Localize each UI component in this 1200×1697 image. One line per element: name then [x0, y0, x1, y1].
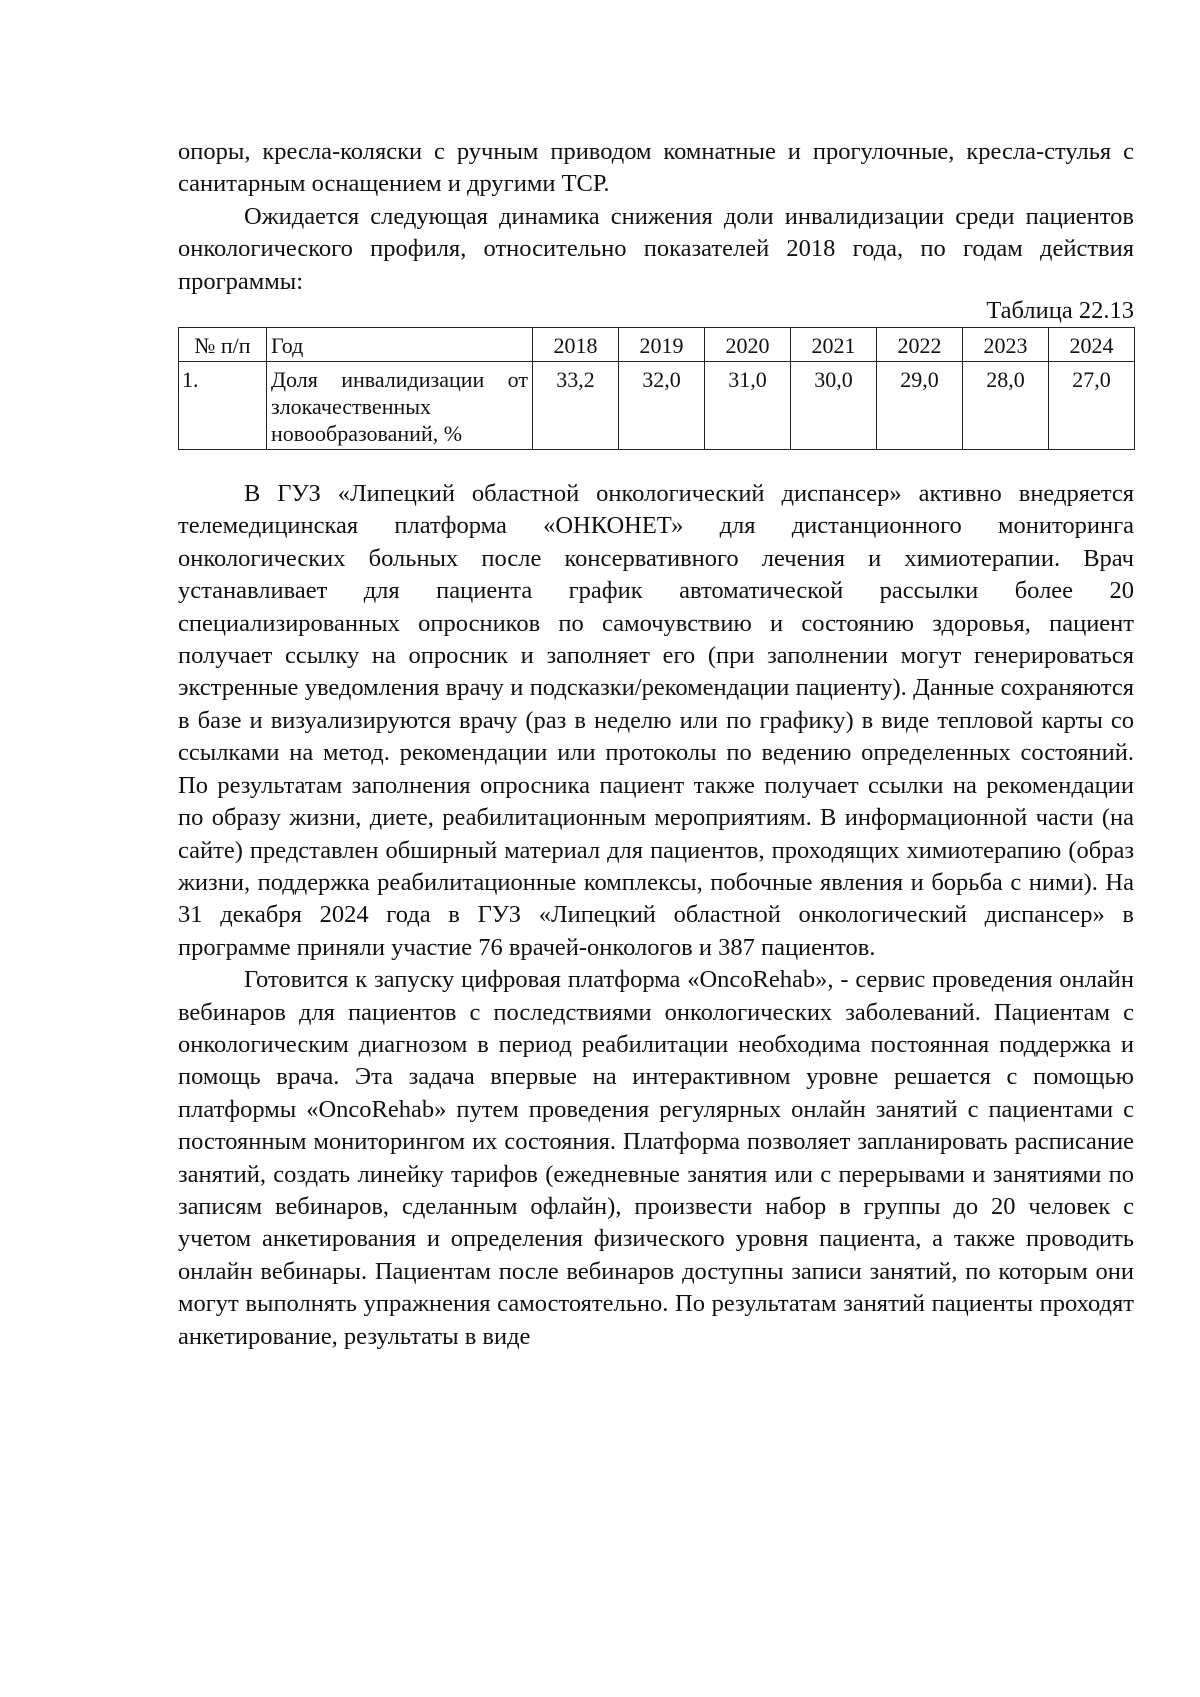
disability-share-table [178, 327, 1135, 450]
spacer [178, 450, 1134, 478]
value-2022: 29,0 [877, 362, 963, 450]
value-2024: 27,0 [1049, 362, 1135, 450]
document-page [178, 136, 1134, 1353]
row-label-cell: Доля инвалидизации от злокачественных новообразований, % [267, 362, 533, 450]
paragraph-oncorehab: Готовится к запуску цифровая платформа «OncoRehab», - сервис проведения онлайн вебинаров для пациентов с последствиями онкологических заболеваний. Пациентам с онкологическим диагнозом в период реабилитации необходима постоянная поддержка и помощь врача. Эта задача впервые на интерактивном уровне решается с помощью платформы «OncoRehab» путем проведения регулярных онлайн занятий с пациентами с постоянным мониторингом их состояния. Платформа позволяет запланировать расписание занятий, создать линейку тарифов (ежедневные занятия или с перерывами и занятиями по записям вебинаров, сделанным офлайн), произвести набор в группы до 20 человек с учетом анкетирования и определения физического уровня пациента, а также проводить онлайн вебинары. Пациентам после вебинаров доступны записи занятий, по которым они могут выполнять упражнения самостоятельно. По результатам занятий пациенты проходят анкетирование, результаты в виде [178, 966, 1134, 1350]
value-2018: 33,2 [533, 362, 619, 450]
row-num-cell: 1. [179, 362, 267, 450]
value-2021: 30,0 [791, 362, 877, 450]
header-year-2019: 2019 [619, 328, 705, 362]
table-row [179, 362, 1135, 450]
header-year-2022: 2022 [877, 328, 963, 362]
header-year-2023: 2023 [963, 328, 1049, 362]
paragraph-tsr-continuation: опоры, кресла-коляски с ручным приводом комнатные и прогулочные, кресла-стулья с санитарным оснащением и другими ТСР. [178, 138, 1134, 198]
value-2020: 31,0 [705, 362, 791, 450]
header-year-2021: 2021 [791, 328, 877, 362]
value-2019: 32,0 [619, 362, 705, 450]
header-year-2024: 2024 [1049, 328, 1135, 362]
table-caption: Таблица 22.13 [986, 297, 1134, 325]
table-header-row [179, 328, 1135, 362]
header-num-cell: № п/п [179, 328, 267, 362]
header-year-2018: 2018 [533, 328, 619, 362]
paragraph-dynamics-intro: Ожидается следующая динамика снижения доли инвалидизации среди пациентов онкологического профиля, относительно показателей 2018 года, по годам действия программы: [178, 202, 1134, 295]
header-year-2020: 2020 [705, 328, 791, 362]
value-2023: 28,0 [963, 362, 1049, 450]
header-year-label: Год [267, 328, 533, 362]
paragraph-onconet: В ГУЗ «Липецкий областной онкологический диспансер» активно внедряется телемедицинская платформа «ОНКОНЕТ» для дистанционного мониторинга онкологических больных после консервативного лечения и химиотерапии. Врач устанавливает для пациента график автоматической рассылки более 20 специализированных опросников по самочувствию и состоянию здоровья, пациент получает ссылку на опросник и заполняет его (при заполнении могут генерироваться экстренные уведомления врачу и подсказки/рекомендации пациенту). Данные сохраняются в базе и визуализируются врачу (раз в неделю или по графику) в виде тепловой карты со ссылками на метод. рекомендации или протоколы по ведению определенных состояний. По результатам заполнения опросника пациент также получает ссылки на рекомендации по образу жизни, диете, реабилитационным мероприятиям. В информационной части (на сайте) представлен обширный материал для пациентов, проходящих химиотерапию (образ жизни, поддержка реабилитационные комплексы, побочные явления и борьба с ними). На 31 декабря 2024 года в ГУЗ «Липецкий областной онкологический диспансер» в программе приняли участие 76 врачей-онкологов и 387 пациентов. [178, 480, 1134, 961]
